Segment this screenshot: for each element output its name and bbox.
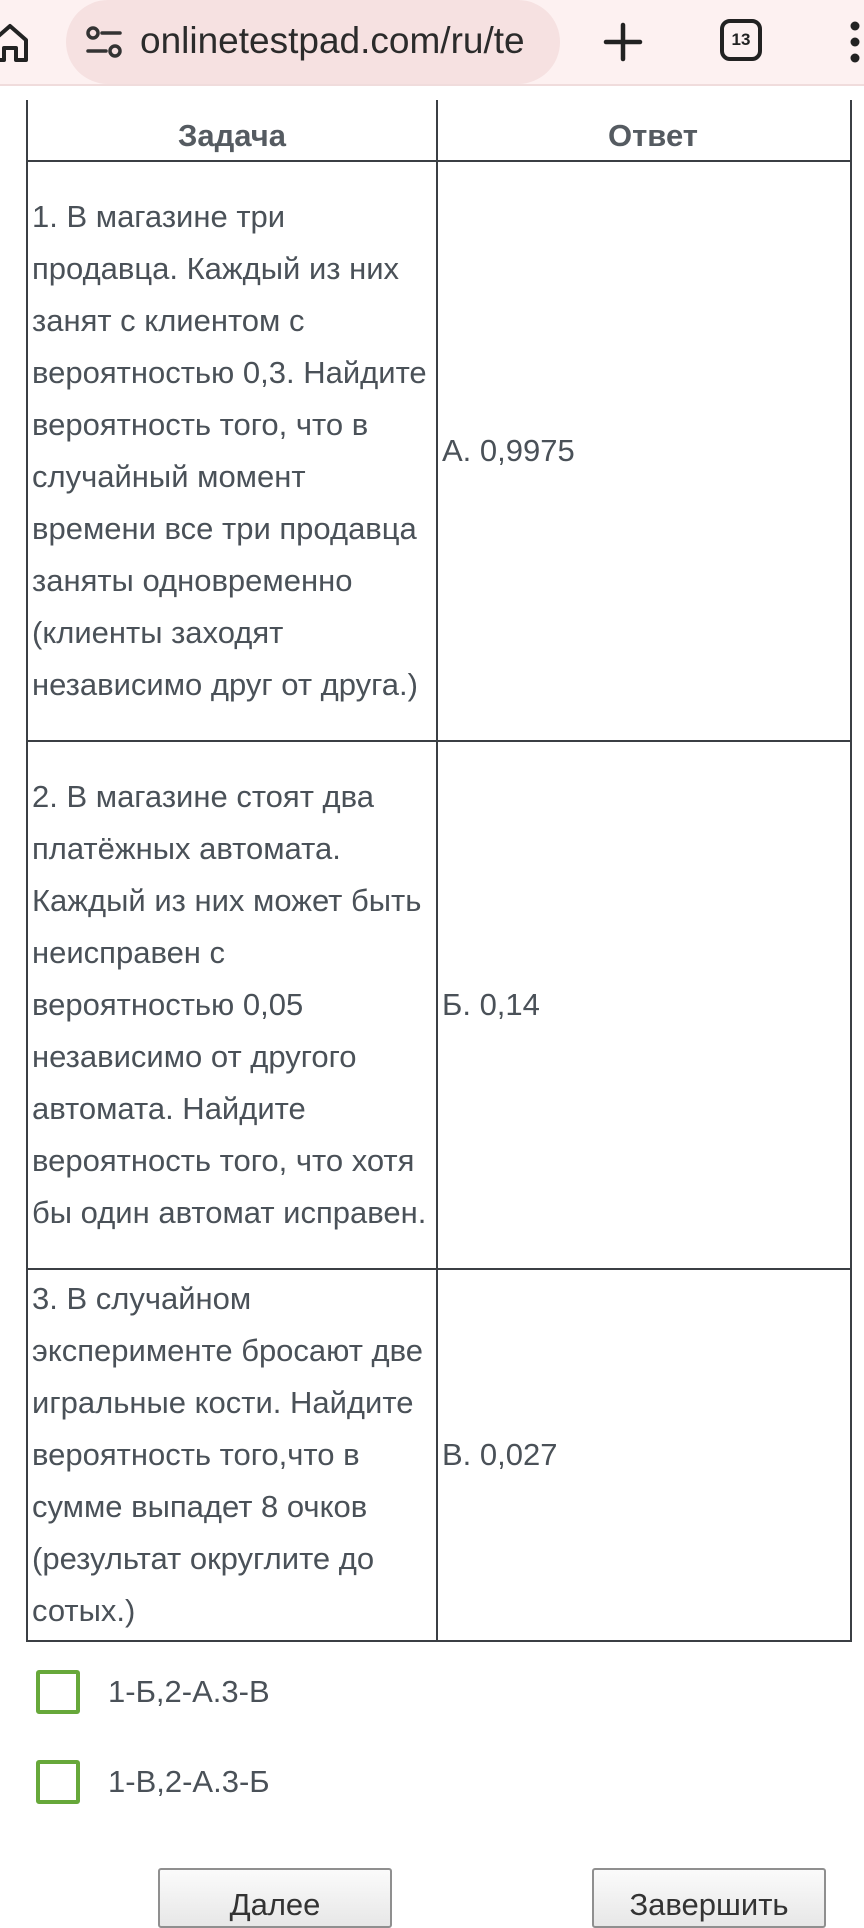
table-row <box>27 1269 851 1641</box>
site-settings-icon[interactable] <box>84 24 124 60</box>
table-header-row <box>27 100 851 161</box>
task-cell: 1. В магазине три продавца. Каждый из них занят с клиентом с вероятностью 0,3. Найдите вероятность того, что в случайный момент времени все три продавца заняты одновременно (клиенты заходят независимо друг от друга.) <box>27 161 437 741</box>
matching-table <box>26 100 852 1642</box>
option-checkbox[interactable] <box>36 1760 80 1804</box>
task-cell: 2. В магазине стоят два платёжных автомата. Каждый из них может быть неисправен с вероятностью 0,05 независимо от другого автомата. Найдите вероятность того, что хотя бы один автомат исправен. <box>27 741 437 1269</box>
table-row <box>27 161 851 741</box>
new-tab-icon[interactable] <box>603 22 643 62</box>
option-label[interactable]: 1-В,2-А.3-Б <box>108 1764 270 1799</box>
tab-switcher-button[interactable]: 13 <box>720 19 762 61</box>
header-task: Задача <box>27 100 437 161</box>
home-icon[interactable] <box>0 22 28 62</box>
table-row <box>27 741 851 1269</box>
more-options-icon[interactable] <box>846 18 864 66</box>
option-label[interactable]: 1-Б,2-А.3-В <box>108 1674 270 1709</box>
next-button[interactable]: Далее <box>158 1868 392 1928</box>
browser-toolbar <box>0 0 864 86</box>
option-checkbox[interactable] <box>36 1670 80 1714</box>
address-bar[interactable] <box>66 0 560 84</box>
finish-button[interactable]: Завершить <box>592 1868 826 1928</box>
header-answer: Ответ <box>437 100 851 161</box>
answer-cell: В. 0,027 <box>437 1269 851 1641</box>
url-text: onlinetestpad.com/ru/te <box>140 20 525 61</box>
answer-cell: Б. 0,14 <box>437 741 851 1269</box>
answer-cell: А. 0,9975 <box>437 161 851 741</box>
task-cell: 3. В случайном эксперименте бросают две игральные кости. Найдите вероятность того,что в сумме выпадет 8 очков (результат округлите до сотых.) <box>27 1269 437 1641</box>
